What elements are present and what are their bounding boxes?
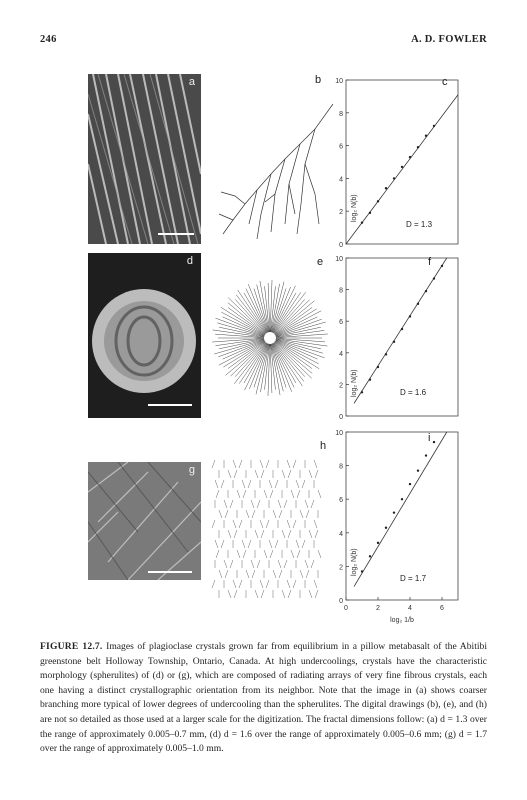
ytick-label-c: 8 [339, 110, 343, 118]
dimension-label-c: D = 1.3 [406, 220, 433, 229]
data-point-i [385, 527, 387, 529]
data-point-c [393, 177, 395, 179]
data-point-c [361, 221, 363, 223]
data-point-f [361, 391, 363, 393]
data-point-f [425, 290, 427, 292]
data-point-c [377, 200, 379, 202]
ytick-label-i: 6 [339, 497, 343, 505]
photo-g-texture [88, 462, 201, 580]
page-number: 246 [40, 34, 57, 45]
data-point-i [377, 542, 379, 544]
data-point-f [441, 265, 443, 267]
data-point-c [369, 212, 371, 214]
ytick-label-c: 6 [339, 143, 343, 151]
xtick-label-i: 6 [440, 605, 444, 612]
data-point-f [401, 328, 403, 330]
ytick-label-i: 8 [339, 463, 343, 471]
figure-caption [40, 640, 487, 757]
plot-f-svg [330, 246, 470, 424]
fit-line-i [354, 432, 447, 587]
ytick-label-f: 6 [339, 319, 343, 327]
drawing-e [205, 253, 335, 418]
plot-i [330, 424, 470, 634]
plot-f [330, 246, 470, 424]
plot-frame-c [346, 80, 458, 244]
panel-letter-d: d [186, 255, 193, 267]
photo-g [88, 462, 201, 580]
data-point-f [385, 353, 387, 355]
ytick-label-c: 4 [339, 176, 343, 184]
data-point-f [377, 366, 379, 368]
data-point-f [369, 378, 371, 380]
photo-a [88, 74, 201, 244]
x-axis-label: log₂ 1/b [390, 617, 414, 624]
panel-letter-b: b [315, 74, 322, 86]
dimension-label-f: D = 1.6 [400, 388, 427, 397]
data-point-c [409, 156, 411, 158]
ytick-label-f: 8 [339, 287, 343, 295]
running-head: A. D. FOWLER [411, 34, 487, 45]
data-point-i [409, 483, 411, 485]
drawing-h-fibres [205, 440, 335, 610]
ytick-label-i: 4 [339, 530, 343, 538]
photo-a-texture [88, 74, 201, 244]
panel-letter-a: a [188, 76, 195, 88]
data-point-c [433, 125, 435, 127]
ytick-label-f: 10 [335, 256, 343, 263]
ytick-label-i: 0 [339, 598, 343, 605]
plot-c-svg [330, 66, 470, 252]
data-point-c [417, 146, 419, 148]
data-point-i [361, 570, 363, 572]
ytick-label-f: 2 [339, 382, 343, 390]
xtick-label-i: 0 [344, 605, 348, 612]
drawing-b-branching [205, 74, 335, 244]
data-point-i [369, 555, 371, 557]
dimension-label-i: D = 1.7 [400, 574, 427, 583]
fit-line-f [354, 258, 447, 403]
panel-letter-e: e [317, 256, 324, 268]
plot-i-svg [330, 424, 470, 634]
data-point-i [401, 498, 403, 500]
data-point-c [401, 166, 403, 168]
photo-d [88, 253, 201, 418]
ytick-label-c: 10 [335, 78, 343, 85]
ytick-label-c: 2 [339, 209, 343, 217]
panel-letter-h: h [320, 440, 327, 452]
data-point-f [393, 341, 395, 343]
ytick-label-i: 2 [339, 564, 343, 572]
ytick-label-c: 0 [339, 242, 343, 249]
panel-letter-g: g [188, 464, 195, 476]
ytick-label-f: 0 [339, 414, 343, 421]
data-point-i [417, 469, 419, 471]
xtick-label-i: 4 [408, 605, 412, 612]
y-axis-label-c: log₂ N(b) [351, 194, 358, 222]
photo-d-texture [88, 253, 201, 418]
plot-c [330, 66, 470, 252]
panel-letter-i: i [428, 432, 431, 444]
fit-line-c [346, 95, 458, 244]
y-axis-label-f: log₂ N(b) [351, 369, 358, 397]
data-point-c [425, 135, 427, 137]
y-axis-label-i: log₂ N(b) [351, 548, 358, 576]
data-point-i [433, 441, 435, 443]
data-point-f [417, 303, 419, 305]
data-point-i [425, 454, 427, 456]
data-point-i [393, 511, 395, 513]
caption-text: Images of plagioclase crystals grown far from equilibrium in a pillow metabasalt of the Abitibi greenstone belt Holloway Township, Ontario, Canada. At high undercoolings, crystals have the characteristic morphology (spherulites) of (d) or (g), which are composed of radiating arrays of very fine fibrous crystals, each one having a distinct crystallographic orientation from its neighbor. Note that the image in (a) shows coarser branching more typical of lower degrees of undercooling than the spherulites. The digital drawings (b), (e), and (h) are not so detailed as those used at a larger scale for the digitization. The fractal dimensions follow: (a) d = 1.3 over the range of approximately 0.005–0.7 mm, (d) d = 1.6 over the range of approximately 0.005–0.6 mm; (g) d = 1.7 over the range of approximately 0.005–1.0 mm. [40, 641, 487, 755]
drawing-h [205, 440, 335, 610]
ytick-label-f: 4 [339, 350, 343, 358]
data-point-f [409, 315, 411, 317]
drawing-b [205, 74, 335, 244]
drawing-e-spherulite [205, 253, 335, 418]
data-point-c [385, 187, 387, 189]
panel-letter-c: c [442, 76, 448, 88]
data-point-f [433, 277, 435, 279]
caption-label: FIGURE 12.7. [40, 641, 103, 652]
xtick-label-i: 2 [376, 605, 380, 612]
ytick-label-i: 10 [335, 430, 343, 437]
panel-letter-f: f [428, 256, 432, 268]
